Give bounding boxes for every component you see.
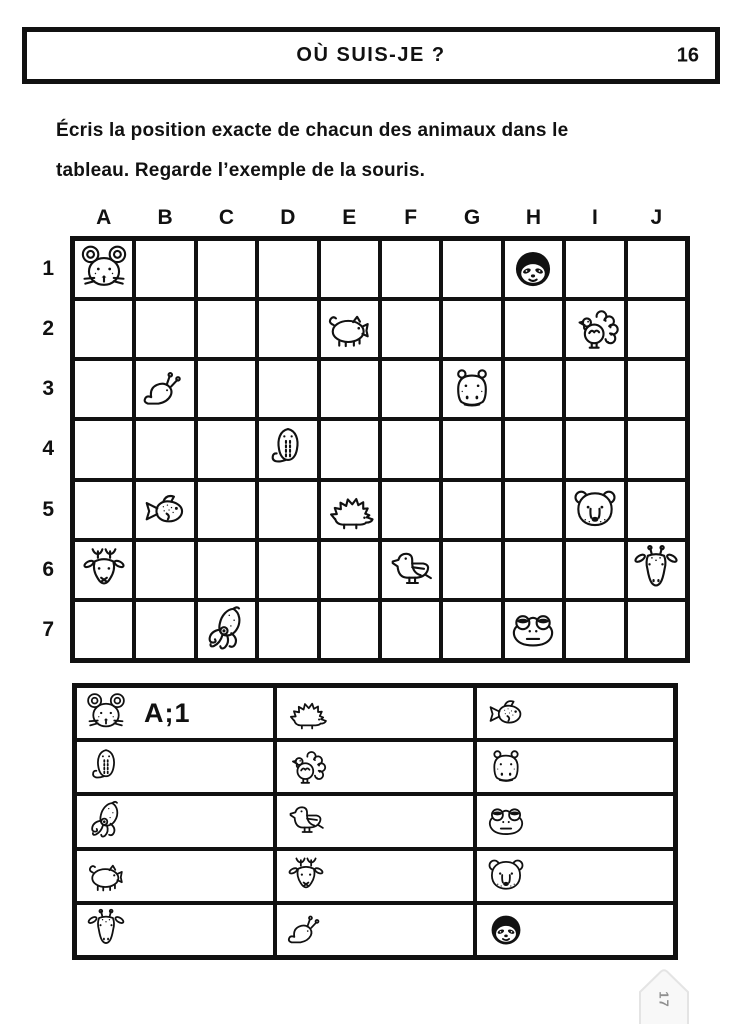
answer-cell-pig[interactable]: [77, 851, 273, 901]
row-label-2: 2: [42, 317, 54, 341]
answer-cell-turkey[interactable]: [277, 742, 473, 792]
grid-cell-J2: [628, 301, 685, 357]
sloth-icon: [484, 908, 528, 952]
grid-cell-D5: [259, 482, 316, 538]
answer-cell-hippo[interactable]: [477, 742, 673, 792]
frog-icon: [507, 604, 559, 656]
grid-cell-A5: [75, 482, 132, 538]
instructions-line-1: Écris la position exacte de chacun des animaux dans le: [56, 120, 569, 141]
grid-cell-G1: [443, 241, 500, 297]
grid-cell-J4: [628, 421, 685, 477]
grid-cell-B2: [136, 301, 193, 357]
grid-cell-E5: [321, 482, 378, 538]
grid-cell-C7: [198, 602, 255, 658]
grid-cell-E3: [321, 361, 378, 417]
answer-cell-squid[interactable]: [77, 796, 273, 846]
grid-cell-D4: [259, 421, 316, 477]
grid-cell-F2: [382, 301, 439, 357]
squid-icon: [84, 799, 128, 843]
answer-cell-sloth[interactable]: [477, 905, 673, 955]
grid-cell-H4: [505, 421, 562, 477]
grid-cell-J6: [628, 542, 685, 598]
grid-cell-B4: [136, 421, 193, 477]
grid-cell-I2: [566, 301, 623, 357]
hedgehog-icon: [323, 484, 375, 536]
grid-cell-I4: [566, 421, 623, 477]
pig-icon: [323, 303, 375, 355]
grid-cell-E7: [321, 602, 378, 658]
answer-table: [72, 683, 678, 960]
cobra-icon: [262, 423, 314, 475]
column-header-J: J: [650, 206, 663, 229]
grid-cell-I3: [566, 361, 623, 417]
column-header-G: G: [463, 206, 481, 229]
deer-icon: [78, 544, 130, 596]
grid-cell-H6: [505, 542, 562, 598]
frog-icon: [484, 799, 528, 843]
grid-cell-I6: [566, 542, 623, 598]
grid-cell-G5: [443, 482, 500, 538]
grid-cell-C2: [198, 301, 255, 357]
grid-cell-F5: [382, 482, 439, 538]
giraffe-icon: [630, 544, 682, 596]
column-header-C: C: [218, 206, 235, 229]
answer-cell-hedgehog[interactable]: [277, 688, 473, 738]
grid-cell-J7: [628, 602, 685, 658]
grid-cell-F3: [382, 361, 439, 417]
column-header-E: E: [342, 206, 357, 229]
instructions: [56, 111, 692, 191]
grid-column-headers: [70, 198, 690, 230]
grid-cell-D6: [259, 542, 316, 598]
column-header-A: A: [96, 206, 112, 229]
row-label-5: 5: [42, 497, 54, 521]
grid-cell-G3: [443, 361, 500, 417]
bear-icon: [484, 854, 528, 898]
row-label-1: 1: [42, 257, 54, 281]
grid-cell-F1: [382, 241, 439, 297]
grid-cell-F6: [382, 542, 439, 598]
grid-cell-B3: [136, 361, 193, 417]
answer-cell-seagull[interactable]: [277, 796, 473, 846]
grid-cell-J3: [628, 361, 685, 417]
hedgehog-icon: [284, 691, 328, 735]
fish-icon: [139, 484, 191, 536]
grid-cell-C4: [198, 421, 255, 477]
snail-icon: [139, 363, 191, 415]
grid-cell-J1: [628, 241, 685, 297]
page-number: 16: [676, 44, 699, 66]
squid-icon: [200, 604, 252, 656]
grid-cell-E4: [321, 421, 378, 477]
answer-cell-fish[interactable]: [477, 688, 673, 738]
answer-cell-deer[interactable]: [277, 851, 473, 901]
grid-cell-H7: [505, 602, 562, 658]
grid-cell-A6: [75, 542, 132, 598]
grid-cell-B1: [136, 241, 193, 297]
row-label-7: 7: [42, 617, 54, 641]
grid-cell-D1: [259, 241, 316, 297]
grid-cell-C1: [198, 241, 255, 297]
hippo-icon: [484, 745, 528, 789]
column-header-I: I: [591, 206, 598, 229]
animal-grid: [70, 236, 690, 663]
sloth-icon: [507, 243, 559, 295]
grid-cell-A7: [75, 602, 132, 658]
grid-cell-B7: [136, 602, 193, 658]
giraffe-icon: [84, 908, 128, 952]
grid-cell-J5: [628, 482, 685, 538]
grid-cell-C6: [198, 542, 255, 598]
answer-cell-cobra[interactable]: [77, 742, 273, 792]
deer-icon: [284, 854, 328, 898]
answer-cell-giraffe[interactable]: [77, 905, 273, 955]
seagull-icon: [385, 544, 437, 596]
grid-row-labels: [24, 236, 62, 663]
pig-icon: [84, 854, 128, 898]
column-header-H: H: [525, 206, 542, 229]
grid-cell-D2: [259, 301, 316, 357]
grid-cell-I5: [566, 482, 623, 538]
answer-value-mouse: A;1: [144, 697, 191, 728]
grid-cell-C5: [198, 482, 255, 538]
fish-icon: [484, 691, 528, 735]
grid-cell-G4: [443, 421, 500, 477]
grid-cell-B5: [136, 482, 193, 538]
page-corner-tab[interactable]: [638, 968, 690, 1024]
grid-cell-C3: [198, 361, 255, 417]
seagull-icon: [284, 799, 328, 843]
answer-cell-snail[interactable]: [277, 905, 473, 955]
grid-cell-B6: [136, 542, 193, 598]
grid-cell-G6: [443, 542, 500, 598]
bear-icon: [569, 484, 621, 536]
cobra-icon: [84, 745, 128, 789]
grid-cell-A2: [75, 301, 132, 357]
grid-cell-D3: [259, 361, 316, 417]
column-header-B: B: [157, 206, 173, 229]
header-box: [22, 27, 720, 84]
grid-cell-E2: [321, 301, 378, 357]
grid-cell-I1: [566, 241, 623, 297]
grid-cell-F7: [382, 602, 439, 658]
row-label-3: 3: [42, 377, 54, 401]
grid-cell-A3: [75, 361, 132, 417]
grid-cell-G7: [443, 602, 500, 658]
instructions-line-2: tableau. Regarde l’exemple de la souris.: [56, 160, 426, 181]
column-header-D: D: [280, 206, 296, 229]
answer-cell-bear[interactable]: [477, 851, 673, 901]
grid-cell-G2: [443, 301, 500, 357]
row-label-4: 4: [42, 437, 54, 461]
grid-cell-A4: [75, 421, 132, 477]
grid-cell-E6: [321, 542, 378, 598]
grid-cell-H2: [505, 301, 562, 357]
grid-cell-H5: [505, 482, 562, 538]
turkey-icon: [569, 303, 621, 355]
snail-icon: [284, 908, 328, 952]
grid-cell-E1: [321, 241, 378, 297]
turkey-icon: [284, 745, 328, 789]
grid-cell-D7: [259, 602, 316, 658]
mouse-icon: [78, 243, 130, 295]
grid-cell-I7: [566, 602, 623, 658]
grid-cell-H1: [505, 241, 562, 297]
hippo-icon: [446, 363, 498, 415]
answer-cell-frog[interactable]: [477, 796, 673, 846]
mouse-icon: [84, 691, 128, 735]
page-tab-label: 17: [656, 991, 672, 1008]
column-header-F: F: [404, 206, 418, 229]
grid-cell-H3: [505, 361, 562, 417]
grid-cell-A1: [75, 241, 132, 297]
answer-cell-mouse[interactable]: [77, 688, 273, 738]
grid-cell-F4: [382, 421, 439, 477]
row-label-6: 6: [42, 557, 54, 581]
page-title: OÙ SUIS-JE ?: [296, 44, 446, 66]
